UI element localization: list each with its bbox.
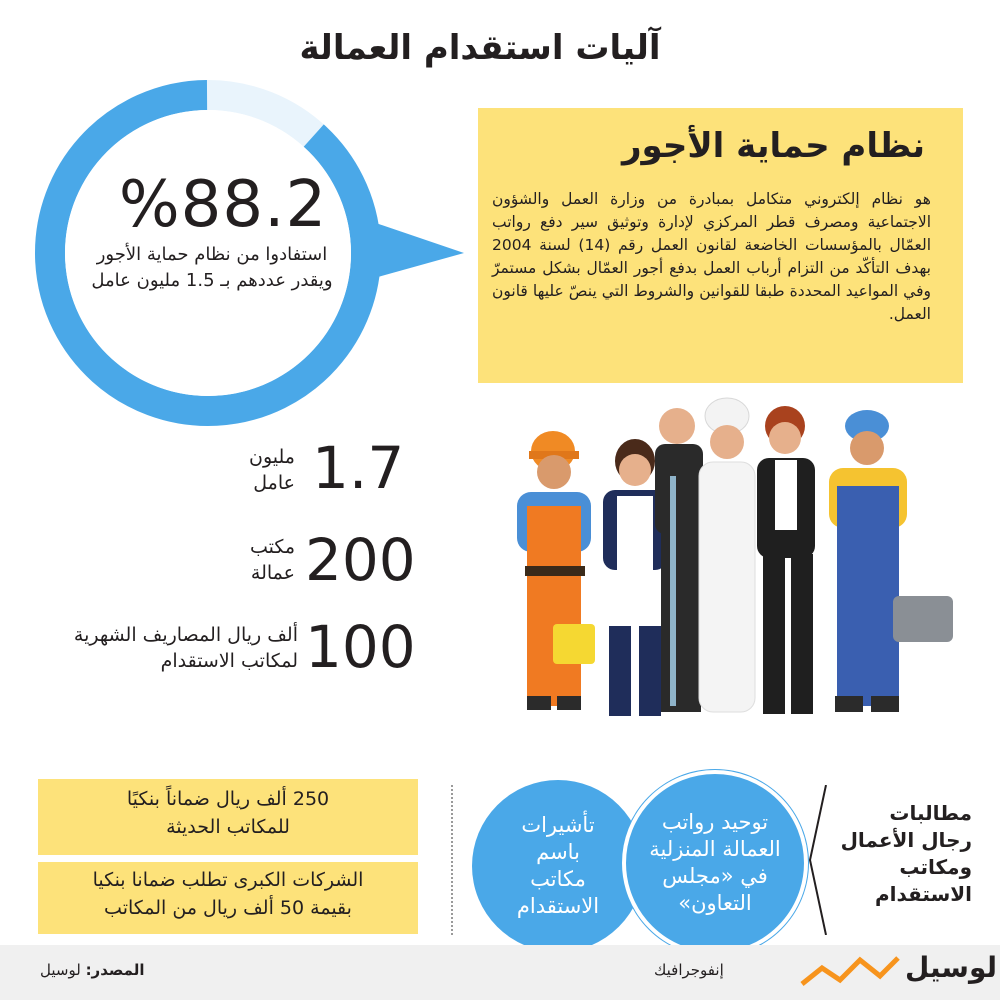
divider-dotted — [451, 785, 453, 935]
stat-label-line: عامل — [253, 472, 295, 494]
guarantee-line: الشركات الكبرى تطلب ضمانا بنكيا — [92, 869, 364, 891]
guarantee-box-large-companies — [38, 862, 418, 934]
workers-illustration — [505, 396, 960, 736]
page-title: آليات استقدام العمالة — [299, 28, 661, 68]
ring-description: استفادوا من نظام حماية الأجور ويقدر عددهم بـ 1.5 مليون عامل — [91, 244, 333, 291]
wage-protection-title: نظام حماية الأجور — [621, 126, 925, 166]
demand-line: التعاون» — [678, 891, 752, 915]
demand-line: توحيد رواتب — [661, 810, 769, 834]
demands-heading-line: ومكاتب — [899, 855, 972, 879]
stat-label-expenses — [30, 622, 298, 674]
business-woman-figure — [757, 406, 815, 714]
guarantee-line: بقيمة 50 ألف ريال من المكاتب — [104, 897, 352, 919]
wage-protection-description: هو نظام إلكتروني متكامل بمبادرة من وزارة العمل والشؤون الاجتماعية ومصرف قطر المركزي لإدارة وتوثيق سير دفع رواتب العمّال بالمؤسسات الخاضعة لقانون العمل رقم (14) لسنة 2004 بهدف التأكّد من التزام أرباب العمل بدفع أجور العمّال بشكل مستمرّ وفي المواعيد المحددة طبقا للقوانين والشروط التي ينصّ عليها قانون العمل. — [492, 190, 931, 323]
demands-heading-line: الاستقدام — [874, 882, 972, 906]
demand-line: باسم — [536, 840, 580, 864]
footer-source — [40, 961, 144, 979]
demand-line: مكاتب — [530, 867, 586, 891]
demand-line: في «مجلس — [662, 864, 768, 888]
demand-line: العمالة المنزلية — [649, 837, 781, 861]
ring-percent: %88.2 — [118, 168, 328, 242]
demands-heading-line: مطالبات — [889, 801, 972, 825]
demand-line: تأشيرات — [521, 813, 595, 837]
plumber-figure — [829, 410, 953, 712]
source-value: لوسيل — [40, 961, 81, 979]
stat-label-line: ألف ريال المصاريف الشهرية — [73, 624, 298, 646]
stat-label-line: مكتب — [249, 536, 295, 558]
guarantee-box-new-offices — [38, 779, 418, 855]
stat-label-line: لمكاتب الاستقدام — [160, 650, 298, 672]
demand-circle-salaries — [622, 770, 808, 956]
demand-line: الاستقدام — [516, 894, 600, 918]
source-label: المصدر: — [85, 961, 145, 979]
guarantee-line: 250 ألف ريال ضماناً بنكيًا — [126, 788, 330, 810]
security-guard-figure — [655, 408, 703, 712]
guarantee-line: للمكاتب الحديثة — [166, 816, 290, 838]
stat-number-offices: 200 — [305, 526, 416, 594]
stat-label-workers — [180, 444, 295, 496]
ring-pointer — [367, 220, 464, 280]
construction-worker-figure — [517, 431, 591, 710]
footer-infographic-label: إنفوجرافيك — [654, 961, 724, 979]
stat-number-workers: 1.7 — [312, 434, 405, 502]
brand-name: لوسيل — [905, 951, 998, 984]
stat-label-line: عمالة — [250, 562, 295, 584]
wage-protection-box — [478, 108, 963, 383]
demands-heading-line: رجال الأعمال — [840, 828, 972, 852]
demands-heading — [822, 800, 972, 908]
stat-label-line: مليون — [249, 446, 295, 468]
brand-logo-icon — [800, 950, 900, 990]
stat-number-expenses: 100 — [305, 613, 416, 681]
chef-figure — [699, 398, 755, 712]
stat-label-offices — [180, 534, 295, 586]
demand-circle-visas — [472, 780, 644, 952]
